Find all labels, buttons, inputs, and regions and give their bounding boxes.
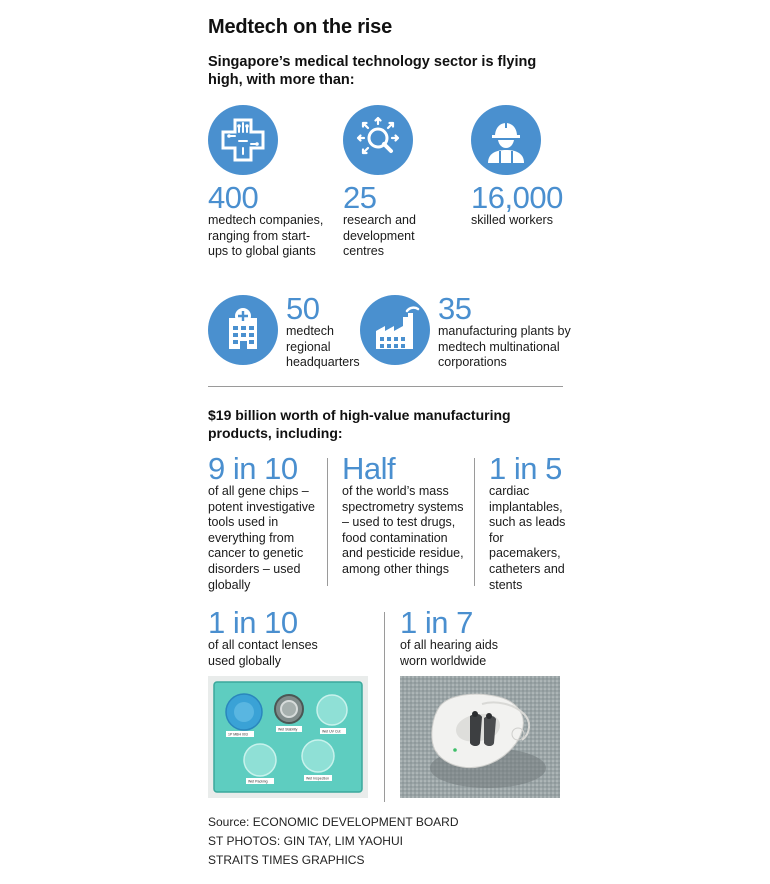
- stat-text-workers: skilled workers: [471, 213, 553, 227]
- hospital-building-icon: [208, 295, 278, 365]
- product-text-contact-lenses: of all contact lenses used globally: [208, 638, 318, 668]
- medical-cross-circuit-icon: [208, 105, 278, 175]
- stat-text-rnd: research and development centres: [343, 213, 416, 259]
- lens-label: 1P MBH 003: [228, 732, 248, 737]
- stat-text-plants: manufacturing plants by medtech multinational corporations: [438, 324, 571, 370]
- lens-label: Wet Stability: [278, 727, 298, 732]
- product-value-hearing-aids: 1 in 7: [400, 605, 473, 640]
- product-value-spectrometry: Half: [342, 451, 396, 486]
- intro-text: Singapore’s medical technology sector is flying high, with more than:: [208, 54, 537, 88]
- column-divider: [474, 458, 475, 586]
- stat-text-companies: medtech companies, ranging from start-ups to global giants: [208, 213, 324, 259]
- product-text-hearing-aids: of all hearing aids worn worldwide: [400, 638, 498, 668]
- research-magnifier-icon: [343, 105, 413, 175]
- stat-value-plants: 35: [438, 291, 472, 326]
- lens-label: Wet UV Cut: [322, 729, 341, 734]
- subheading: $19 billion worth of high-value manufacturing products, including:: [208, 407, 511, 441]
- hearing-aids-case-photo: [400, 676, 560, 798]
- product-text-spectrometry: of the world’s mass spectrometry systems – used to test drugs, food contamination and pesticide residue, among other things: [342, 484, 464, 576]
- product-text-gene-chips: of all gene chips – potent investigative tools used in everything from cancer to genetic disorders – used globally: [208, 484, 316, 592]
- worker-helmet-icon: [471, 105, 541, 175]
- factory-icon: [360, 295, 430, 365]
- column-divider: [327, 458, 328, 586]
- stat-value-companies: 400: [208, 180, 259, 215]
- section-divider: [208, 386, 563, 387]
- contact-lens-tray-photo: [208, 676, 368, 798]
- product-value-gene-chips: 9 in 10: [208, 451, 298, 486]
- product-value-cardiac: 1 in 5: [489, 451, 562, 486]
- column-divider: [384, 612, 385, 802]
- photo-credit-line: ST PHOTOS: GIN TAY, LIM YAOHUI: [208, 834, 403, 848]
- product-text-cardiac: cardiac implantables, such as leads for pacemakers, catheters and stents: [489, 484, 566, 592]
- lens-label: Wet Inspection: [306, 776, 330, 781]
- product-value-contact-lenses: 1 in 10: [208, 605, 298, 640]
- lens-label: Wet Packing: [248, 779, 268, 784]
- graphics-credit-line: STRAITS TIMES GRAPHICS: [208, 853, 365, 867]
- stat-value-workers: 16,000: [471, 180, 563, 215]
- stat-text-hq: medtech regional headquarters: [286, 324, 360, 370]
- page-title: Medtech on the rise: [208, 16, 393, 38]
- source-line: Source: ECONOMIC DEVELOPMENT BOARD: [208, 815, 459, 829]
- stat-value-rnd: 25: [343, 180, 377, 215]
- stat-value-hq: 50: [286, 291, 320, 326]
